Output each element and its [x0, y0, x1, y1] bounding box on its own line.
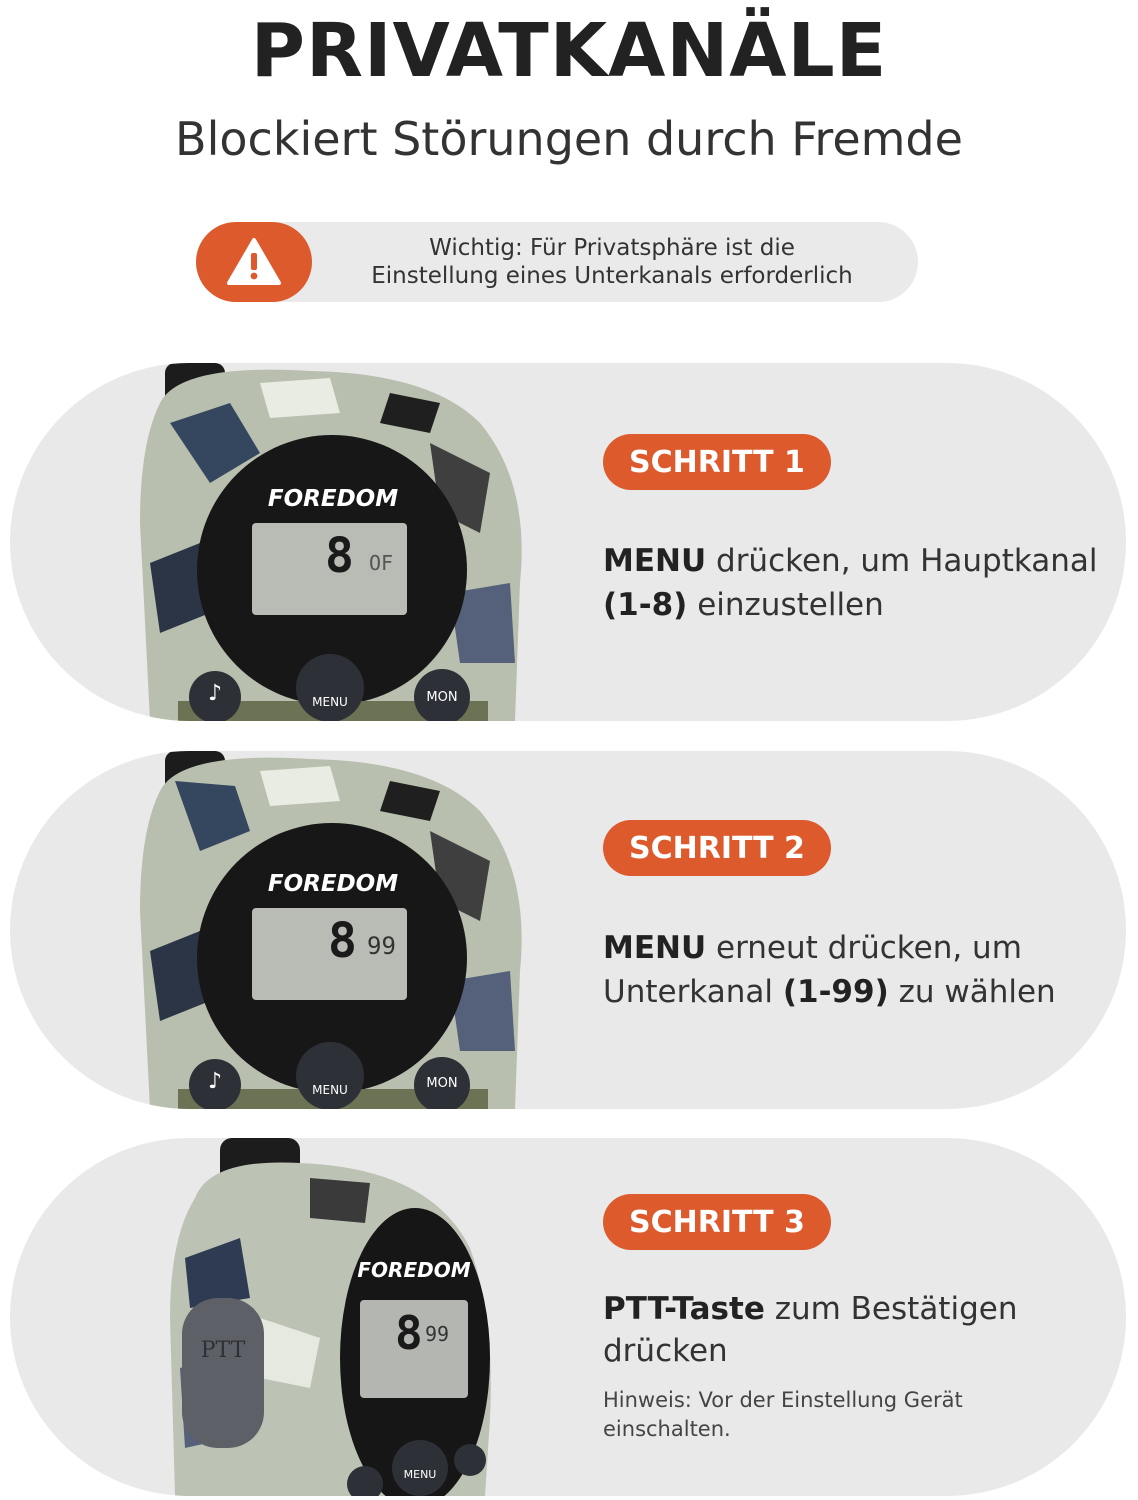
mon-button-label: MON	[426, 690, 458, 705]
step-text-bold-1: PTT-Taste	[603, 1291, 765, 1327]
step-badge-1: SCHRITT 1	[603, 434, 831, 490]
notice-text: Wichtig: Für Privatsphäre ist die Einstellung eines Unterkanals erforderlich	[371, 235, 853, 289]
lcd-subchannel: 99	[425, 1322, 450, 1346]
walkie-talkie-image-2	[10, 751, 570, 1109]
lcd-channel: 8	[328, 913, 357, 969]
walkie-talkie-image-1	[10, 363, 570, 721]
step-text-part-1: drücken, um Hauptkanal	[706, 543, 1098, 579]
step-text-part-1: erneut drücken, um Unterkanal	[603, 930, 1022, 1010]
music-icon: ♪	[207, 681, 223, 706]
step-panel-3	[10, 1138, 1126, 1496]
device-brand: FOREDOM	[267, 486, 399, 512]
menu-button-label: MENU	[312, 1083, 348, 1097]
lcd-subchannel: 99	[367, 932, 396, 960]
notice-banner	[196, 222, 918, 302]
step-text-bold-2: (1-8)	[603, 587, 688, 623]
step-text-part-2: zu wählen	[888, 974, 1056, 1010]
step-panel-1	[10, 363, 1126, 721]
walkie-talkie-image-3	[10, 1138, 570, 1496]
step-panel-2	[10, 751, 1126, 1109]
step-badge-2: SCHRITT 2	[603, 820, 831, 876]
lcd-channel: 8	[395, 1306, 423, 1360]
lcd-channel: 8	[325, 528, 354, 584]
menu-button-label: MENU	[312, 695, 348, 709]
ptt-button-label: PTT	[200, 1338, 246, 1363]
warning-icon	[226, 237, 282, 287]
music-icon: ♪	[207, 1069, 223, 1094]
step-hint: Hinweis: Vor der Einstellung Gerät einschalten.	[603, 1388, 963, 1441]
lcd-subchannel: OF	[369, 551, 394, 575]
step-text-2	[603, 926, 1093, 1014]
page-subtitle: Blockiert Störungen durch Fremde	[175, 112, 963, 166]
step-text-part-1: zum Bestätigen drücken	[603, 1291, 1018, 1369]
page-title: PRIVATKANÄLE	[250, 8, 888, 94]
step-text-1	[603, 539, 1113, 627]
device-brand: FOREDOM	[267, 871, 399, 897]
mon-button-label: MON	[426, 1076, 458, 1091]
menu-button-label: MENU	[403, 1468, 437, 1481]
step-text-part-2: einzustellen	[687, 587, 884, 623]
device-brand: FOREDOM	[357, 1258, 471, 1282]
step-text-3	[603, 1288, 1053, 1372]
step-text-bold-2: (1-99)	[782, 974, 889, 1010]
step-text-bold-1: MENU	[603, 930, 707, 966]
step-text-bold-1: MENU	[603, 543, 707, 579]
step-badge-3: SCHRITT 3	[603, 1194, 831, 1250]
notice-badge	[196, 222, 312, 302]
